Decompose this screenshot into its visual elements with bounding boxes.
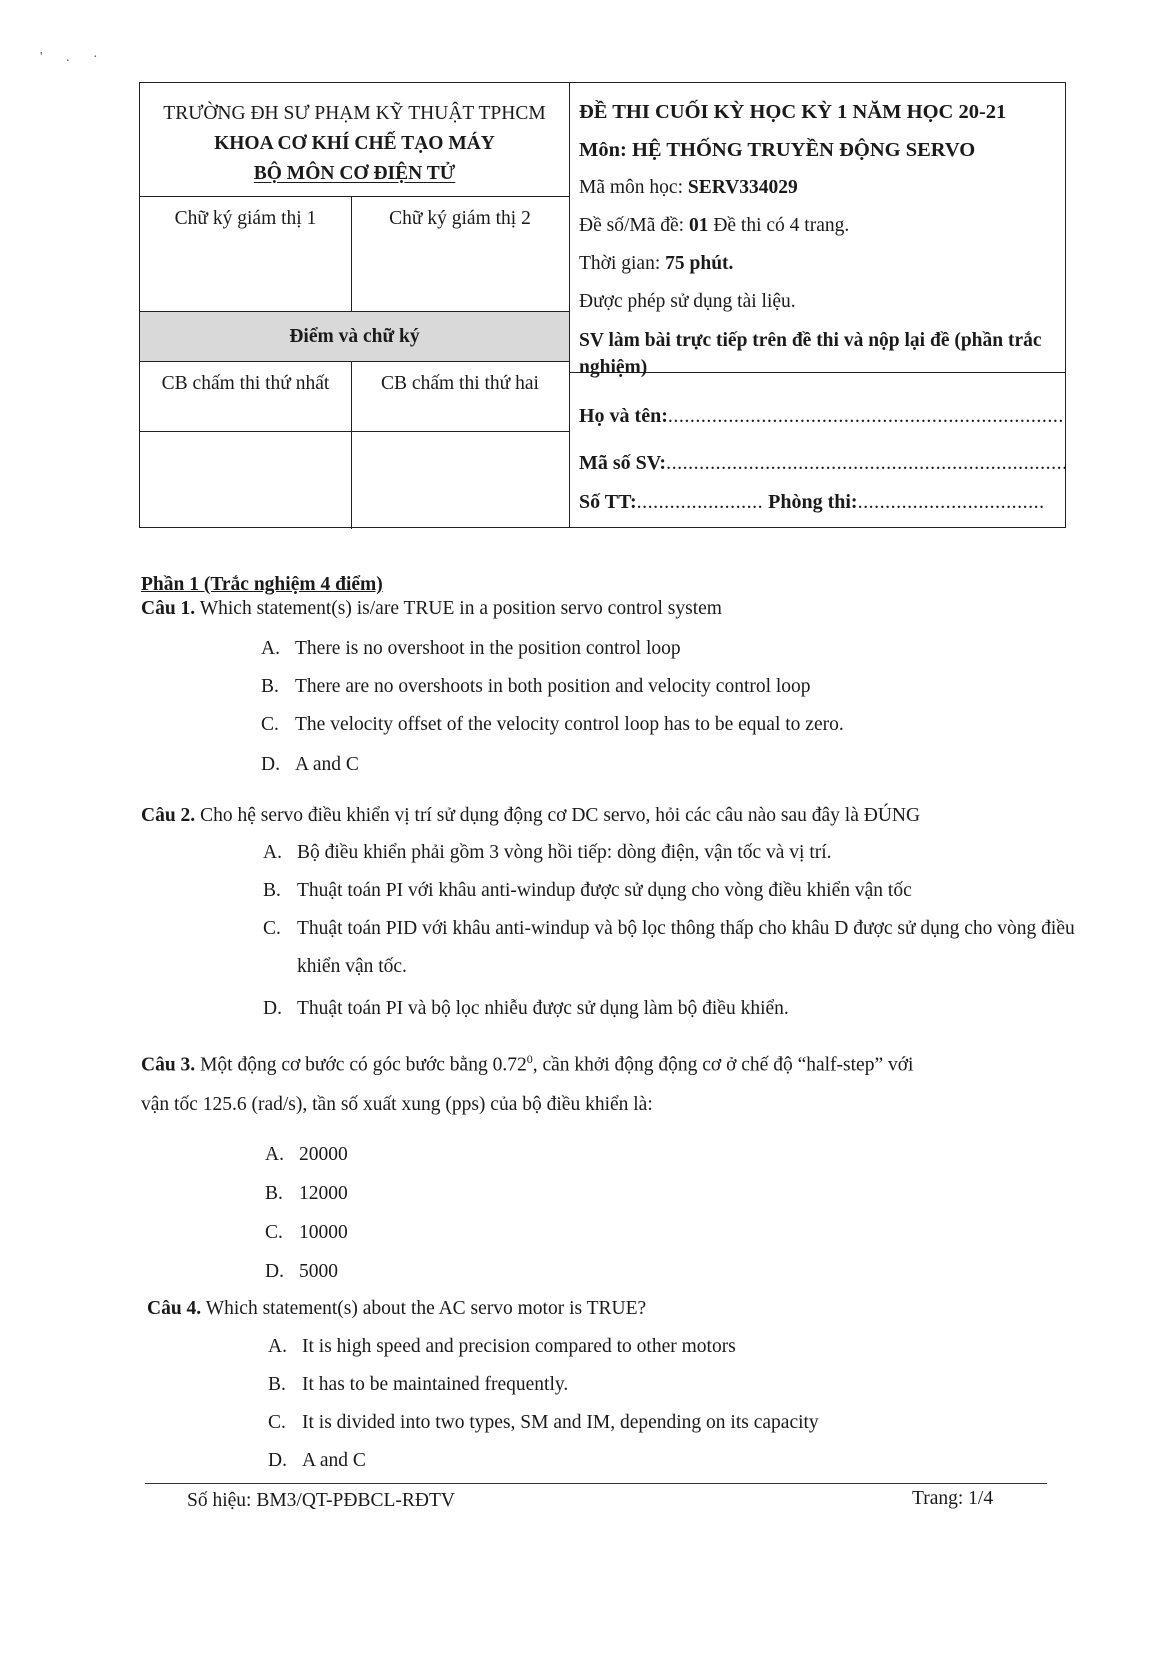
proctor-signature-row (140, 197, 569, 312)
question-1 (141, 598, 722, 620)
footer-divider (145, 1483, 1047, 1484)
course-code: SERV334029 (687, 177, 798, 198)
proctor1-signature-cell: Chữ ký giám thị 1 (140, 197, 352, 311)
school-info (140, 83, 569, 197)
option-letter: B. (265, 1183, 283, 1204)
option-text: Thuật toán PI và bộ lọc nhiễu được sử dụng làm bộ điều khiển. (297, 998, 789, 1019)
option-text: 20000 (299, 1144, 348, 1165)
option-4b[interactable] (268, 1374, 568, 1396)
option-text: 5000 (299, 1261, 338, 1282)
question-text: Cho hệ servo điều khiển vị trí sử dụng động cơ DC servo, hỏi các câu nào sau đây là ĐÚNG (200, 805, 921, 826)
time-value: 75 phút. (665, 253, 734, 274)
option-text: There is no overshoot in the position control loop (295, 638, 681, 659)
exam-number-label: Đề số/Mã đề: (579, 215, 685, 236)
option-letter: A. (268, 1336, 287, 1357)
option-letter: D. (263, 998, 282, 1019)
header-left-column (140, 83, 570, 527)
grader-signature-row (140, 432, 569, 529)
student-id-label: Mã số SV: (579, 452, 667, 474)
option-letter: B. (263, 880, 281, 901)
option-2a[interactable] (263, 842, 832, 864)
option-text: It is high speed and precision compared to other motors (302, 1336, 736, 1357)
option-letter: D. (268, 1450, 287, 1471)
option-text: 12000 (299, 1183, 348, 1204)
option-letter: C. (263, 918, 281, 939)
option-2d[interactable] (263, 998, 789, 1020)
option-text: Thuật toán PI với khâu anti-windup được sử dụng cho vòng điều khiển vận tốc (297, 880, 912, 901)
grader2-signature-area (352, 432, 568, 529)
submission-instruction: SV làm bài trực tiếp trên đề thi và nộp lại đề (phần trắc nghiệm) (579, 330, 1042, 378)
option-text: 10000 (299, 1222, 348, 1243)
option-letter: A. (261, 638, 280, 659)
option-letter: C. (265, 1222, 283, 1243)
part-title: Phần 1 (Trắc nghiệm 4 điểm) (141, 574, 383, 595)
option-3b[interactable] (265, 1183, 348, 1205)
seat-number-field[interactable]: ....................... (636, 491, 764, 513)
time-label: Thời gian: (579, 253, 661, 274)
exam-number: 01 (688, 215, 709, 236)
question-label: Câu 4. (147, 1298, 202, 1319)
option-text: There are no overshoots in both position and velocity control loop (295, 676, 811, 697)
option-text: Thuật toán PID với khâu anti-windup và bộ lọc thông thấp cho khâu D được sử dụng cho vòng điều khiển vận tốc. (297, 918, 1075, 977)
header-right-column (570, 83, 1068, 527)
subject-label: Môn: (579, 139, 627, 161)
option-2b[interactable] (263, 880, 912, 902)
option-1d[interactable] (261, 754, 359, 776)
question-2 (141, 805, 920, 827)
grader1-cell: CB chấm thi thứ nhất (140, 362, 352, 431)
student-id-field[interactable]: ......................................................................... (666, 452, 1068, 474)
exam-room-label: Phòng thi: (768, 491, 858, 513)
question-3 (141, 1052, 913, 1077)
option-text: It is divided into two types, SM and IM, depending on its capacity (302, 1412, 819, 1433)
page-number: Trang: 1/4 (912, 1488, 994, 1509)
option-text: Bộ điều khiển phải gồm 3 vòng hồi tiếp: dòng điện, vận tốc và vị trí. (297, 842, 832, 863)
score-header: Điểm và chữ ký (140, 312, 569, 362)
question-text: Which statement(s) about the AC servo motor is TRUE? (205, 1298, 647, 1319)
option-1a[interactable] (261, 638, 681, 660)
subject-name: HỆ THỐNG TRUYỀN ĐỘNG SERVO (631, 139, 976, 161)
option-2c[interactable] (263, 910, 1097, 986)
question-label: Câu 3. (141, 1054, 196, 1076)
seat-number-label: Số TT: (579, 491, 637, 513)
option-3a[interactable] (265, 1144, 348, 1166)
grader1-signature-area (140, 432, 352, 529)
proctor2-signature-cell: Chữ ký giám thị 2 (389, 208, 531, 229)
department-name: BỘ MÔN CƠ ĐIỆN TỬ (253, 163, 456, 184)
option-text: A and C (302, 1450, 366, 1471)
exam-room-field[interactable]: .................................. (857, 491, 1045, 513)
document-code: Số hiệu: BM3/QT-PĐBCL-RĐTV (187, 1490, 455, 1511)
option-1c[interactable] (261, 714, 844, 736)
question-text: Which statement(s) is/are TRUE in a position servo control system (199, 598, 722, 619)
course-code-label: Mã môn học: (579, 177, 683, 198)
option-letter: D. (261, 754, 280, 775)
exam-title: ĐỀ THI CUỐI KỲ HỌC KỲ 1 NĂM HỌC 20-21 (579, 101, 1007, 123)
exam-info (570, 83, 1065, 378)
option-text: A and C (295, 754, 359, 775)
name-field[interactable]: ........................................................................ (667, 405, 1064, 427)
option-letter: C. (268, 1412, 286, 1433)
degree-superscript: 0 (526, 1052, 533, 1066)
question-label: Câu 1. (141, 598, 196, 619)
option-3d[interactable] (265, 1261, 338, 1283)
option-4d[interactable] (268, 1450, 366, 1472)
grader-row (140, 362, 569, 432)
scan-specks: ' . · (40, 50, 108, 65)
option-letter: B. (261, 676, 279, 697)
option-3c[interactable] (265, 1222, 348, 1244)
option-letter: A. (265, 1144, 284, 1165)
option-letter: D. (265, 1261, 284, 1282)
question-4 (147, 1298, 646, 1320)
materials-note: Được phép sử dụng tài liệu. (579, 291, 796, 312)
option-letter: A. (263, 842, 282, 863)
school-name: TRƯỜNG ĐH SƯ PHẠM KỸ THUẬT TPHCM (163, 103, 546, 124)
grader2-cell: CB chấm thi thứ hai (381, 373, 539, 394)
question-text: Một động cơ bước có góc bước bằng 0.72 (200, 1054, 527, 1076)
page-count-text: Đề thi có 4 trang. (713, 215, 850, 236)
option-4c[interactable] (268, 1412, 819, 1434)
option-text: The velocity offset of the velocity control loop has to be equal to zero. (295, 714, 844, 735)
question-3-line2: vận tốc 125.6 (rad/s), tần số xuất xung (pps) của bộ điều khiển là: (141, 1094, 653, 1115)
option-1b[interactable] (261, 676, 811, 698)
question-text-cont: , cần khởi động động cơ ở chế độ “half-step” với (532, 1054, 914, 1076)
option-text: It has to be maintained frequently. (302, 1374, 569, 1395)
option-letter: B. (268, 1374, 286, 1395)
faculty-name: KHOA CƠ KHÍ CHẾ TẠO MÁY (214, 133, 495, 154)
exam-header-table (139, 82, 1066, 528)
option-letter: C. (261, 714, 279, 735)
name-label: Họ và tên: (579, 405, 668, 427)
question-label: Câu 2. (141, 805, 196, 826)
option-4a[interactable] (268, 1336, 736, 1358)
